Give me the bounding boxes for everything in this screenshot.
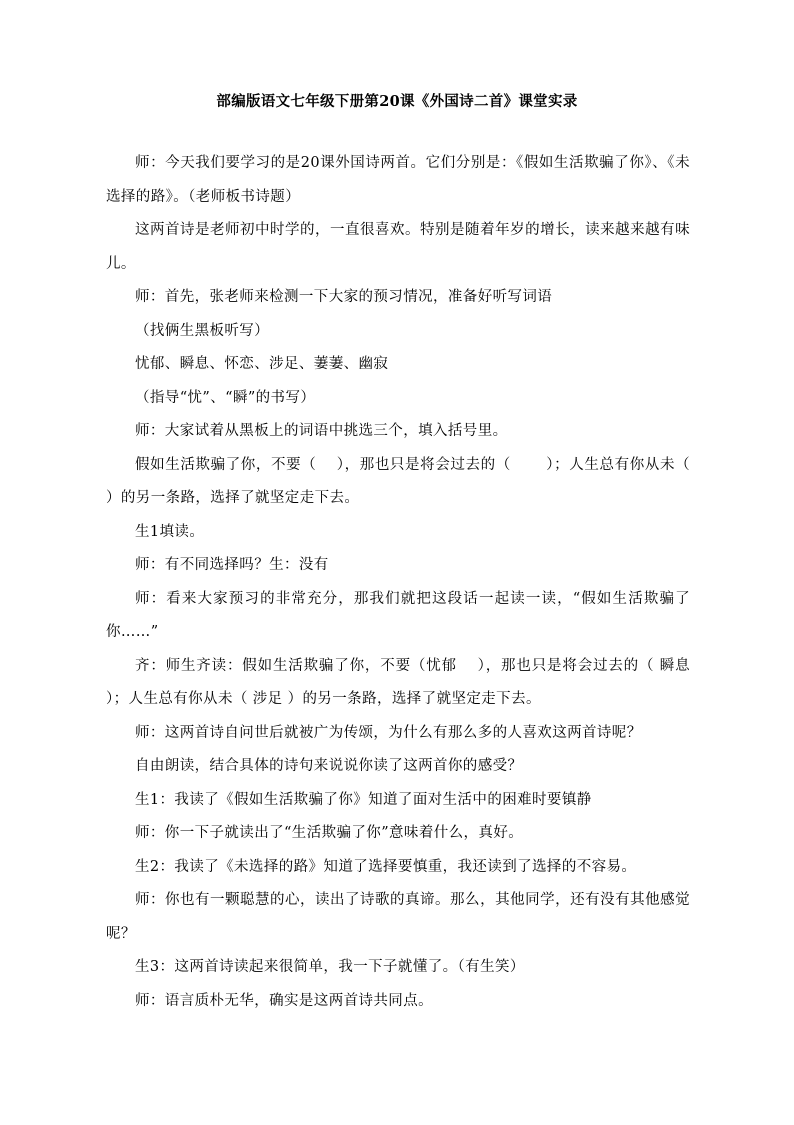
paragraph-fill-blanks: 假如生活欺骗了你，不要（ ），那也只是将会过去的（ ）；人生总有你从未（ ）的另一条路，选择了就坚定走下去。 xyxy=(106,456,710,506)
paragraph-why-popular: 师：这两首诗自问世后就被广为传颂，为什么有那么多的人喜欢这两首诗呢？ xyxy=(135,724,642,741)
paragraph-free-reading: 自由朗读，结合具体的诗句来说说你读了这两首你的感受？ xyxy=(135,758,523,774)
document-title: 部编版语文七年级下册第20课《外国诗二首》课堂实录 xyxy=(216,93,578,110)
paragraph-writing-guidance: （指导“忧”、“瞬”的书写） xyxy=(135,389,316,406)
paragraph-choral-reading: 齐：师生齐读：假如生活欺骗了你，不要（忧郁 ），那也只是将会过去的（ 瞬息 ）；人生总有你从未（ 涉足 ）的另一条路，选择了就坚定走下去。 xyxy=(106,657,690,707)
paragraph-other-choices: 师：有不同选择吗？生：没有 xyxy=(135,557,329,573)
paragraph-teacher-liking: 这两首诗是老师初中时学的，一直很喜欢。特别是随着年岁的增长，读来越来越有味儿。 xyxy=(106,222,690,272)
paragraph-dictation-note: （找俩生黑板听写） xyxy=(135,322,270,339)
paragraph-teacher-praise-2: 师：你也有一颗聪慧的心，读出了诗歌的真谛。那么，其他同学，还有没有其他感觉呢？ xyxy=(106,892,690,942)
paragraph-student-1-reads: 生1填读。 xyxy=(135,523,205,540)
paragraph-read-together: 师：看来大家预习的非常充分，那我们就把这段话一起读一读，“假如生活欺骗了你……” xyxy=(106,590,690,640)
paragraph-student-2-response: 生2：我读了《未选择的路》知道了选择要慎重，我还读到了选择的不容易。 xyxy=(135,858,637,875)
paragraph-teacher-summary: 师：语言质朴无华，确实是这两首诗共同点。 xyxy=(135,992,433,1009)
paragraph-dictation-prompt: 师：首先，张老师来检测一下大家的预习情况，准备好听写词语 xyxy=(135,289,553,305)
paragraph-student-1-response: 生1：我读了《假如生活欺骗了你》知道了面对生活中的困难时要镇静 xyxy=(135,791,592,808)
paragraph-teacher-praise-1: 师：你一下子就读出了“生活欺骗了你”意味着什么，真好。 xyxy=(135,825,524,841)
document-body xyxy=(106,147,710,1018)
paragraph-intro: 师：今天我们要学习的是20课外国诗两首。它们分别是：《假如生活欺骗了你》、《未选择的路》。（老师板书诗题） xyxy=(106,155,690,205)
paragraph-vocabulary-list: 忧郁、瞬息、怀恋、涉足、萋萋、幽寂 xyxy=(135,356,389,372)
paragraph-fill-task: 师：大家试着从黑板上的词语中挑选三个，填入括号里。 xyxy=(135,423,508,439)
paragraph-student-3-response: 生3：这两首诗读起来很简单，我一下子就懂了。（有生笑） xyxy=(135,959,525,975)
